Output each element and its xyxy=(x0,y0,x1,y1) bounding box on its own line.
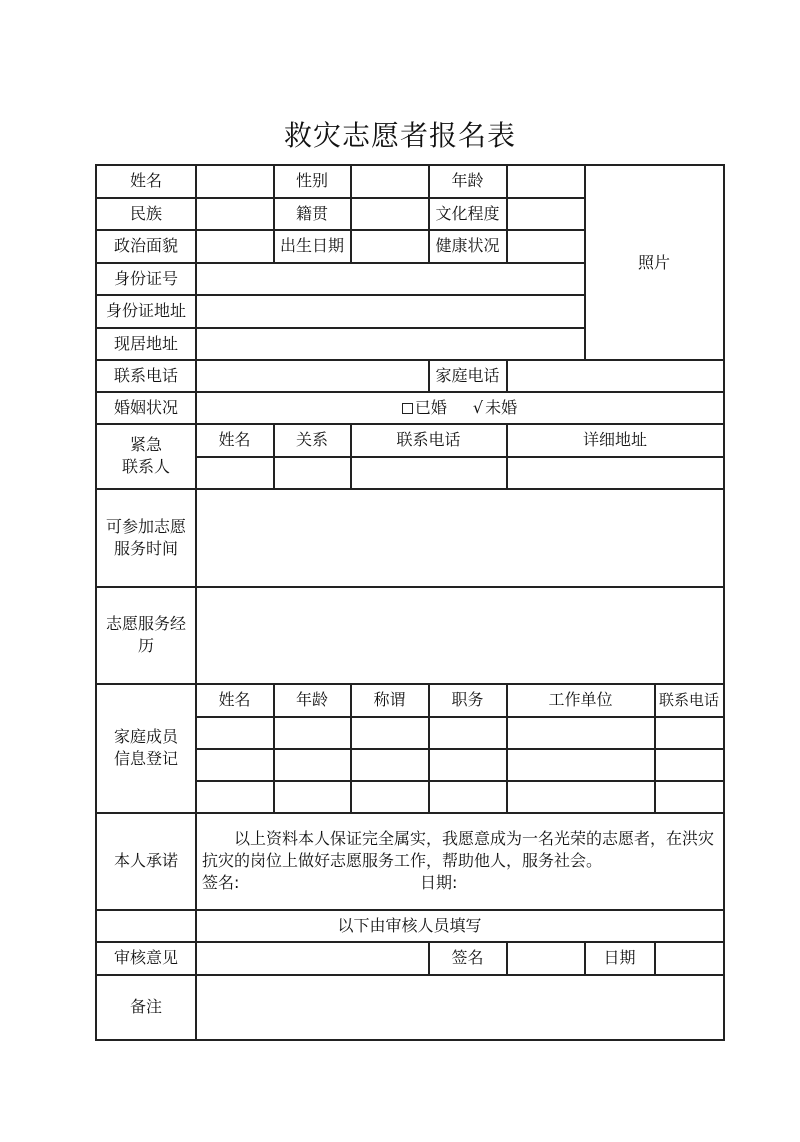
label-current-address: 现居地址 xyxy=(113,333,178,353)
pledge-sign-row xyxy=(202,872,722,894)
available-time-field[interactable] xyxy=(196,489,723,586)
checkbox-empty-icon[interactable] xyxy=(402,403,413,414)
label-gender: 性别 xyxy=(295,171,328,190)
pledge-text: 以上资料本人保证完全属实，我愿意成为一名光荣的志愿者，在洪灾抗灾的岗位上做好志愿服务工作，帮助他人，服务社会。 xyxy=(202,829,715,870)
political-status-field[interactable] xyxy=(196,230,273,262)
contact-phone-field[interactable] xyxy=(196,360,428,391)
experience-line1: 志愿服务经 xyxy=(105,614,186,633)
available-time-line1: 可参加志愿 xyxy=(105,516,186,536)
family-cell[interactable] xyxy=(274,781,350,812)
family-cell[interactable] xyxy=(429,717,506,748)
review-signature-field[interactable] xyxy=(507,942,584,974)
family-cell[interactable] xyxy=(196,781,273,812)
id-address-field[interactable] xyxy=(196,295,584,327)
family-cell[interactable] xyxy=(655,781,723,812)
pledge-signature-label[interactable]: 签名: xyxy=(202,873,240,892)
label-contact-phone: 联系电话 xyxy=(113,365,178,385)
label-age: 年龄 xyxy=(451,171,484,190)
label-birth-date: 出生日期 xyxy=(279,236,344,255)
family-cell[interactable] xyxy=(429,749,506,780)
label-pledge: 本人承诺 xyxy=(113,851,178,870)
label-native-place: 籍贯 xyxy=(295,203,328,223)
label-photo: 照片 xyxy=(637,252,670,272)
review-date-field[interactable] xyxy=(655,942,723,974)
family-cell[interactable] xyxy=(196,717,273,748)
label-family-members xyxy=(96,684,196,812)
family-cell[interactable] xyxy=(507,749,654,780)
label-ethnicity: 民族 xyxy=(129,203,162,223)
emergency-relation-field[interactable] xyxy=(274,457,350,488)
emergency-address-field[interactable] xyxy=(507,457,723,488)
label-education: 文化程度 xyxy=(435,203,500,223)
emergency-name-field[interactable] xyxy=(196,457,273,488)
family-cell[interactable] xyxy=(196,749,273,780)
label-available-time xyxy=(96,489,196,586)
ethnicity-field[interactable] xyxy=(196,198,273,229)
review-opinion-field[interactable] xyxy=(196,942,428,974)
unmarried-option[interactable] xyxy=(473,397,517,419)
home-phone-field[interactable] xyxy=(507,360,723,391)
experience-field[interactable] xyxy=(196,587,723,683)
family-cell[interactable] xyxy=(274,749,350,780)
family-line1: 家庭成员 xyxy=(113,727,178,746)
name-field[interactable] xyxy=(196,165,273,197)
label-review-date: 日期 xyxy=(603,948,636,967)
birth-date-field[interactable] xyxy=(351,230,428,262)
grid-line xyxy=(95,1039,725,1040)
family-header-name: 姓名 xyxy=(218,690,251,709)
available-time-line2: 服务时间 xyxy=(113,538,178,558)
family-line2: 信息登记 xyxy=(113,749,178,768)
married-label: 已婚 xyxy=(414,397,447,417)
label-id-number: 身份证号 xyxy=(113,268,178,288)
education-field[interactable] xyxy=(507,198,584,229)
family-header-title: 称谓 xyxy=(373,690,406,709)
label-home-phone: 家庭电话 xyxy=(435,365,500,385)
label-name: 姓名 xyxy=(129,171,162,190)
family-cell[interactable] xyxy=(655,749,723,780)
label-review-opinion: 审核意见 xyxy=(113,948,178,967)
emergency-contact-line2: 联系人 xyxy=(121,457,170,476)
emergency-contact-line1: 紧急 xyxy=(129,435,162,454)
label-marital-status: 婚姻状况 xyxy=(113,397,178,417)
family-cell[interactable] xyxy=(274,717,350,748)
experience-line2: 历 xyxy=(137,636,154,655)
emergency-header-address: 详细地址 xyxy=(582,430,647,449)
native-place-field[interactable] xyxy=(351,198,428,229)
family-cell[interactable] xyxy=(351,717,428,748)
family-header-age: 年龄 xyxy=(295,690,328,709)
family-header-phone: 联系电话 xyxy=(658,691,719,709)
married-option[interactable] xyxy=(402,397,447,419)
label-review-signature: 签名 xyxy=(451,948,484,967)
family-cell[interactable] xyxy=(351,781,428,812)
review-header: 以下由审核人员填写 xyxy=(337,915,482,935)
unmarried-label: 未婚 xyxy=(485,397,518,417)
family-header-workplace: 工作单位 xyxy=(548,690,613,709)
check-mark-icon[interactable]: √ xyxy=(472,397,484,417)
label-id-address: 身份证地址 xyxy=(105,301,186,320)
emergency-header-name: 姓名 xyxy=(218,430,251,449)
family-cell[interactable] xyxy=(655,717,723,748)
family-cell[interactable] xyxy=(507,781,654,812)
age-field[interactable] xyxy=(507,165,584,197)
pledge-block xyxy=(202,828,722,894)
pledge-date-label[interactable]: 日期: xyxy=(420,873,458,892)
label-remarks: 备注 xyxy=(129,997,162,1016)
label-experience xyxy=(96,587,196,683)
label-political-status: 政治面貌 xyxy=(113,236,178,255)
family-cell[interactable] xyxy=(507,717,654,748)
family-cell[interactable] xyxy=(351,749,428,780)
emergency-header-phone: 联系电话 xyxy=(396,430,461,449)
gender-field[interactable] xyxy=(351,165,428,197)
emergency-header-relation: 关系 xyxy=(295,430,328,449)
family-cell[interactable] xyxy=(429,781,506,812)
marital-options xyxy=(196,392,723,423)
id-number-field[interactable] xyxy=(196,263,584,294)
emergency-phone-field[interactable] xyxy=(351,457,506,488)
label-health: 健康状况 xyxy=(435,236,500,255)
current-address-field[interactable] xyxy=(196,328,584,359)
form-title: 救灾志愿者报名表 xyxy=(283,119,516,152)
label-emergency-contact xyxy=(96,424,196,488)
remarks-field[interactable] xyxy=(196,975,723,1039)
family-header-position: 职务 xyxy=(451,690,484,709)
health-field[interactable] xyxy=(507,230,584,262)
